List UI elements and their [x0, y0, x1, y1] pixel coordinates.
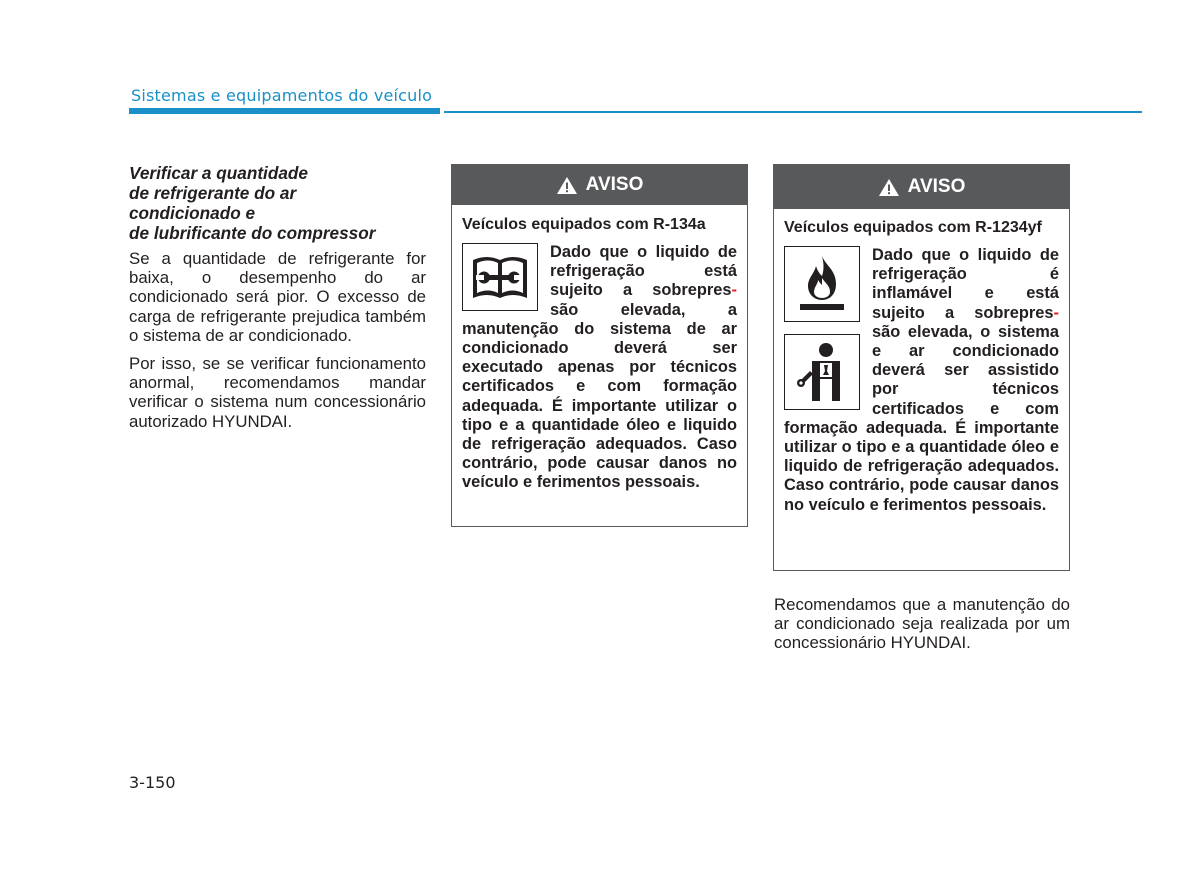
page-number: 3-150	[129, 773, 176, 792]
warning-triangle-icon	[556, 176, 578, 195]
flammable-icon	[784, 246, 860, 322]
warning-label: AVISO	[907, 176, 966, 197]
header-rule-thin	[444, 111, 1142, 113]
warning-header	[774, 165, 1069, 209]
warning-text: Dado que o liquido de refrigeração está sujeito a sobrepres- são elevada, a manutenção do sistema de ar condicionado deverá ser executado apenas por técnicos certificados e com formação adequada. É importante utilizar o tipo e a quantidade óleo e liquido de refrigeração adequados. Caso contrário, pode causar danos no veículo e ferimentos pessoais.	[462, 243, 737, 492]
header-rule-thick	[129, 108, 440, 114]
warning-icons	[784, 246, 860, 410]
maintenance-recommendation: Recomendamos que a manutenção do ar condicionado seja realizada por um concessionário HYUNDAI.	[774, 595, 1070, 653]
section-title: Sistemas e equipamentos do veículo	[131, 86, 433, 105]
warning-header	[452, 165, 747, 205]
warning-box-r1234yf	[773, 164, 1070, 571]
warning-box-r134a	[451, 164, 748, 527]
warning-label: AVISO	[585, 174, 644, 195]
paragraph-refrigerant: Se a quantidade de refrigerante for baixa, o desempenho do ar condicionado será pior. O excesso de carga de refrigerante prejudica também o sistema de ar condicionado.	[129, 249, 426, 345]
warning-text: Dado que o liquido de refrigeração é inflamável e está sujeito a sobrepres- são elevada, o sistema e ar condicionado deverá ser assistido por técnicos certificados e com formação adequada. É importante utilizar o tipo e a quantidade óleo e liquido de refrigeração adequados. Caso contrário, pode causar danos no veículo e ferimentos pessoais.	[784, 246, 1059, 514]
paragraph-recommendation: Por isso, se se verificar funcionamento anormal, recomendamos mandar verificar o sistema num concessionário autorizado HYUNDAI.	[129, 354, 426, 431]
warning-triangle-icon	[878, 178, 900, 197]
warning-subtitle: Veículos equipados com R-134a	[462, 216, 706, 233]
section-heading: Verificar a quantidade de refrigerante do ar condicionado e de lubrificante do compressor	[129, 163, 376, 243]
technician-icon	[784, 334, 860, 410]
warning-subtitle: Veículos equipados com R-1234yf	[784, 219, 1042, 236]
left-column	[129, 163, 426, 440]
manual-wrench-icon	[462, 243, 538, 311]
